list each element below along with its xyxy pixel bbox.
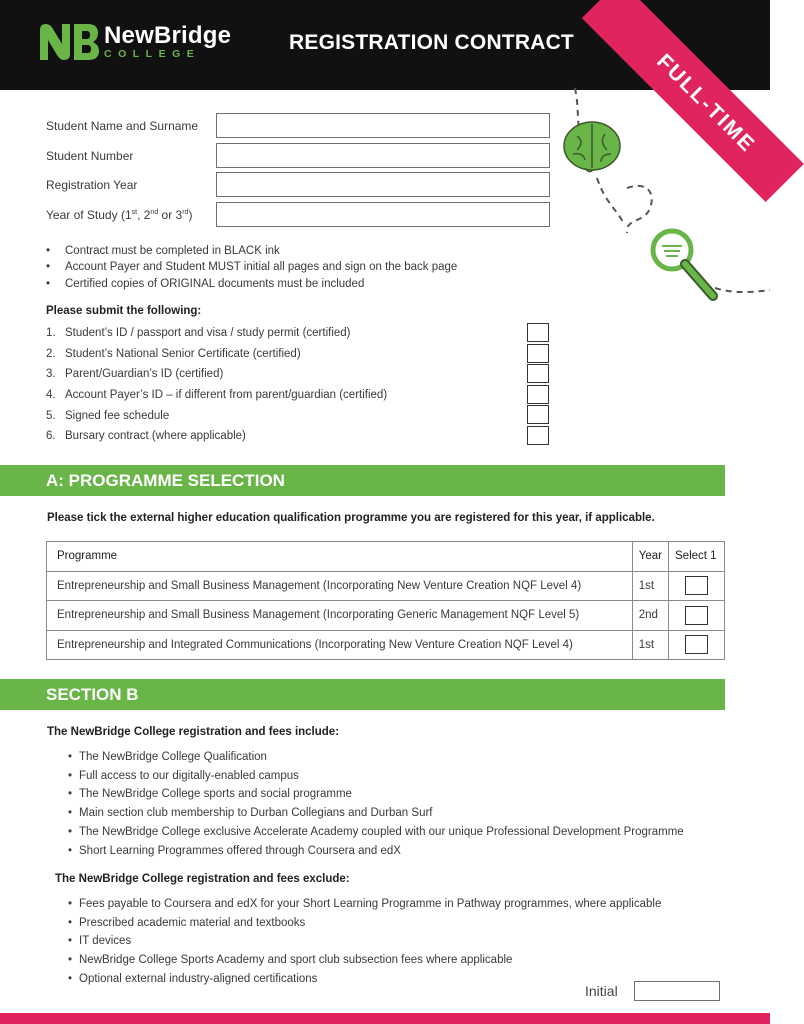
document-checkbox-5[interactable] (527, 405, 549, 424)
student-name-row (46, 113, 550, 138)
document-checkbox-1[interactable] (527, 323, 549, 342)
list-item: • Optional external industry-aligned certifications (68, 970, 661, 989)
year-of-study-label: Year of Study (1st, 2nd or 3rd) (46, 207, 193, 222)
includes-title: The NewBridge College registration and fees include: (47, 726, 340, 738)
col-year: Year (632, 542, 668, 572)
programme-checkbox-1[interactable] (685, 576, 708, 595)
programme-year: 1st (632, 630, 668, 660)
student-name-label: Student Name and Surname (46, 118, 199, 133)
table-row (47, 571, 725, 601)
list-item: • Short Learning Programmes offered through Coursera and edX (68, 842, 684, 861)
list-item: • The NewBridge College exclusive Accelerate Academy coupled with our unique Professional Development Programme (68, 823, 684, 842)
initial-label: Initial (585, 983, 618, 999)
col-programme: Programme (47, 542, 633, 572)
list-item: • IT devices (68, 932, 661, 951)
registration-year-row (46, 172, 550, 197)
section-b-header: SECTION B (0, 679, 725, 710)
list-item: 6. Bursary contract (where applicable) (46, 430, 246, 443)
year-of-study-field[interactable] (216, 202, 550, 227)
programme-name: Entrepreneurship and Small Business Management (Incorporating New Venture Creation NQF Level 4) (47, 571, 633, 601)
brain-icon (564, 122, 620, 172)
list-item: • Main section club membership to Durban Collegians and Durban Surf (68, 804, 684, 823)
select-cell (669, 571, 725, 601)
list-item: 2. Student’s National Senior Certificate (certified) (46, 347, 301, 360)
select-cell (669, 630, 725, 660)
nb-logo-icon (38, 22, 100, 62)
col-select: Select 1 (669, 542, 725, 572)
list-item: • Fees payable to Coursera and edX for your Short Learning Programme in Pathway programmes, where applicable (68, 895, 661, 914)
table-header-row (47, 542, 725, 572)
section-a-header: A: PROGRAMME SELECTION (0, 465, 725, 496)
footer-bar (0, 1013, 770, 1024)
student-number-field[interactable] (216, 143, 550, 168)
document-checkbox-3[interactable] (527, 364, 549, 383)
document-checkbox-4[interactable] (527, 385, 549, 404)
list-item: • Contract must be completed in BLACK ink (46, 243, 457, 259)
page-title: REGISTRATION CONTRACT (289, 31, 574, 54)
programme-table (46, 541, 725, 660)
programme-checkbox-2[interactable] (685, 606, 708, 625)
list-item: 4. Account Payer’s ID – if different from parent/guardian (certified) (46, 389, 388, 402)
programme-checkbox-3[interactable] (685, 635, 708, 654)
student-name-field[interactable] (216, 113, 550, 138)
programme-intro: Please tick the external higher education qualification programme you are registered for this year, if applicable. (47, 512, 655, 524)
initial-field[interactable] (634, 981, 720, 1001)
year-of-study-row (46, 202, 550, 227)
brain-magnifier-illustration (555, 88, 770, 313)
list-item: 1. Student’s ID / passport and visa / study permit (certified) (46, 327, 351, 339)
list-item: • Prescribed academic material and textbooks (68, 914, 661, 933)
excludes-list (68, 895, 661, 989)
ribbon-label: FULL-TIME (652, 49, 760, 158)
documents-checkboxes (527, 323, 549, 446)
list-item: • Certified copies of ORIGINAL documents must be included (46, 276, 457, 292)
student-number-label: Student Number (46, 148, 134, 163)
college-logo (38, 22, 231, 62)
table-row (47, 630, 725, 660)
instructions-list (46, 243, 457, 292)
list-item: 3. Parent/Guardian’s ID (certified) (46, 368, 224, 381)
submit-title: Please submit the following: (46, 305, 202, 317)
registration-year-label: Registration Year (46, 177, 138, 192)
list-item: • Full access to our digitally-enabled campus (68, 767, 684, 786)
list-item: 5. Signed fee schedule (46, 409, 170, 422)
excludes-title: The NewBridge College registration and fees exclude: (55, 873, 350, 885)
select-cell (669, 601, 725, 631)
documents-list (46, 325, 387, 449)
list-item: • NewBridge College Sports Academy and sport club subsection fees where applicable (68, 951, 661, 970)
table-row (47, 601, 725, 631)
includes-list (68, 748, 684, 860)
magnifier-icon (653, 231, 713, 296)
list-item: • Account Payer and Student MUST initial all pages and sign on the back page (46, 259, 457, 275)
document-checkbox-6[interactable] (527, 426, 549, 445)
document-checkbox-2[interactable] (527, 344, 549, 363)
programme-year: 2nd (632, 601, 668, 631)
student-number-row (46, 143, 550, 168)
list-item: • The NewBridge College sports and social programme (68, 785, 684, 804)
logo-name: NewBridge (104, 22, 232, 50)
programme-name: Entrepreneurship and Small Business Management (Incorporating Generic Management NQF Level 5) (47, 601, 633, 631)
logo-subtitle: COLLEGE (104, 48, 201, 61)
list-item: • The NewBridge College Qualification (68, 748, 684, 767)
programme-year: 1st (632, 571, 668, 601)
registration-year-field[interactable] (216, 172, 550, 197)
programme-name: Entrepreneurship and Integrated Communications (Incorporating New Venture Creation NQF Level 4) (47, 630, 633, 660)
